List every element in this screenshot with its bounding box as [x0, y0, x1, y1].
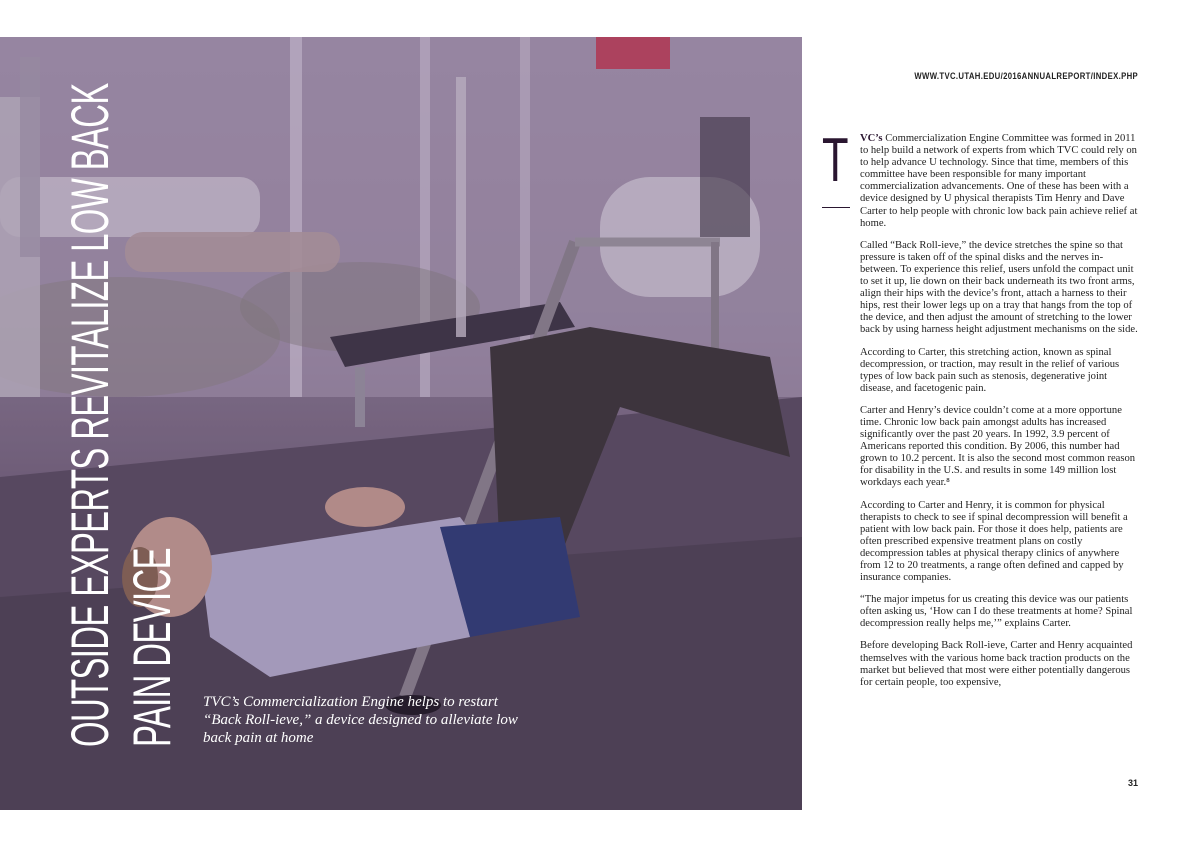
article-body — [860, 133, 1140, 699]
drop-cap: T — [822, 126, 849, 195]
headline-line-1: OUTSIDE EXPERTS REVITALIZE LOW BACK — [61, 83, 120, 747]
page-number: 31 — [1127, 778, 1138, 788]
rotated-headline — [60, 83, 184, 747]
paragraph-4: Carter and Henry’s device couldn’t come at a more opportune time. Chronic low back pain amongst adults has increased significantly over the past 20 years. In 1992, 3.9 percent of Americans reported this condition. By 2006, this number had grown to 10.2 percent. It is also the second most common reason for disability in the U.S. and results in some 149 million lost workdays each year.⁸ — [860, 404, 1136, 489]
magazine-spread — [0, 37, 1200, 810]
lead-bold: VC’s — [860, 133, 883, 144]
paragraph-5: According to Carter and Henry, it is common for physical therapists to check to see if spinal decompression will benefit a patient with low back pain. For those it does help, patients are often prescribed expensive treatment plans on costly decompression tables at physical therapy clinics of anywhere from 12 to 20 treatments, a range often defined and capped by insurance companies. — [860, 499, 1128, 584]
paragraph-6: “The major impetus for us creating this device was our patients often asking us, ‘How can I do these treatments at home? Spinal decompression really helps me,’” explains Carter. — [860, 594, 1133, 630]
paragraph-7: Before developing Back Roll-ieve, Carter and Henry acquainted themselves with the various home back traction products on the market but believed that most were either potentially dangerous for certain people, too expensive, — [860, 640, 1133, 688]
photo-caption: TVC’s Commercialization Engine helps to restart “Back Roll-ieve,” a device designed to alleviate low back pain at home — [203, 694, 518, 746]
report-url: WWW.TVC.UTAH.EDU/2016ANNUALREPORT/INDEX.PHP — [914, 71, 1138, 81]
gym-photo — [0, 37, 802, 810]
drop-cap-rule — [822, 207, 850, 208]
paragraph-1-text: Commercialization Engine Committee was formed in 2011 to help build a network of experts from which TVC could rely on to help advance U technology. Since that time, members of this committee have been responsible for many important commercialization advancements. One of these has been with a device designed by U physical therapists Tim Henry and Dave Carter to help people with chronic low back pain achieve relief at home. — [860, 133, 1138, 229]
paragraph-2: Called “Back Roll-ieve,” the device stretches the spine so that pressure is taken off of the spinal disks and the nerves in-between. To experience this relief, users unfold the compact unit to set it up, lie down on their back underneath its two front arms, align their hips with the device’s front, attach a harness to their hips, rest their lower legs up on a tray that hangs from the top of the device, and then adjust the amount of stretching to the lower back by using harness height adjustment mechanisms on the side. — [860, 239, 1138, 336]
paragraph-1 — [860, 133, 1140, 230]
headline-line-2: PAIN DEVICE — [123, 548, 182, 747]
paragraph-3: According to Carter, this stretching action, known as spinal decompression, or traction, may result in the relief of various types of low back pain such as stenosis, degenerative joint disease, and facetogenic pain. — [860, 346, 1120, 394]
article-page — [802, 37, 1200, 810]
